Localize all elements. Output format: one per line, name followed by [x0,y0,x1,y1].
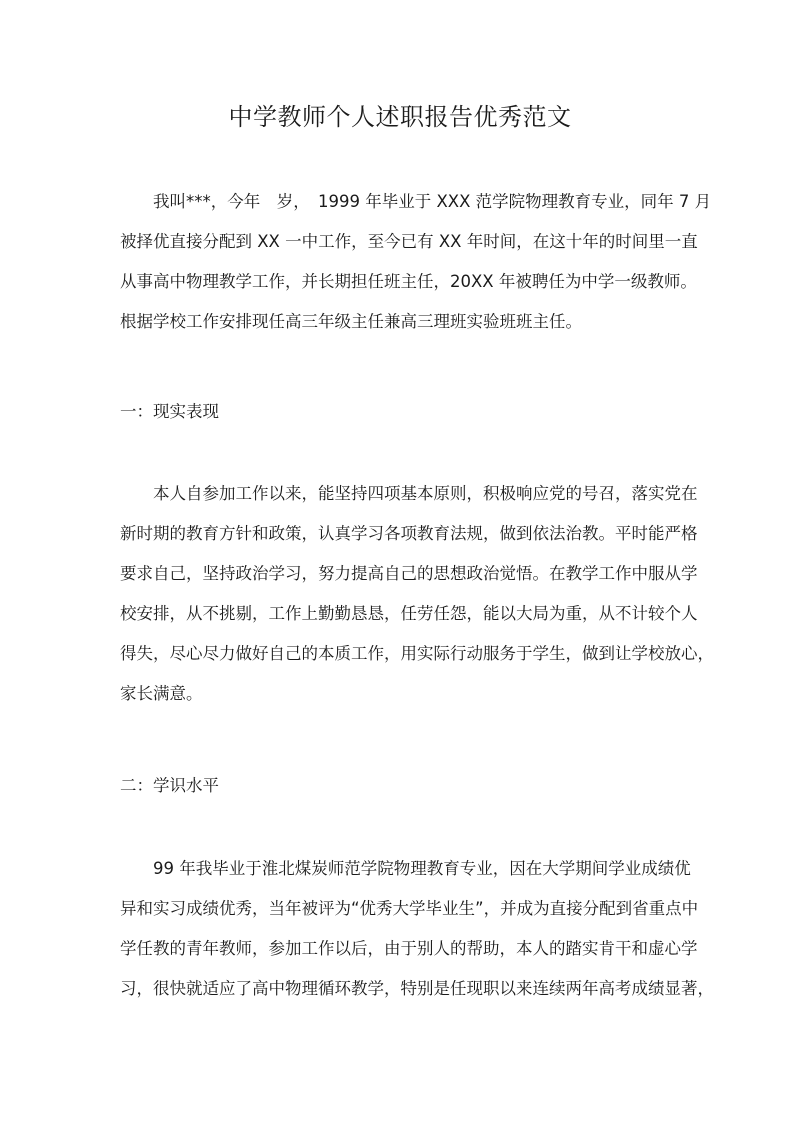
paragraph-line: 我叫***，今年 岁， 1999 年毕业于 XXX 范学院物理教育专业，同年 7 月 [153,192,712,211]
paragraph-line: 从事高中物理教学工作，并长期担任班主任，20XX 年被聘任为中学一级教师。 [120,272,697,291]
paragraph-line: 被择优直接分配到 XX 一中工作，至今已有 XX 年时间，在这十年的时间里一直 [120,232,698,251]
section-heading-2: 二：学识水平 [120,776,219,795]
paragraph-line: 习，很快就适应了高中物理循环教学，特别是任现职以来连续两年高考成绩显著， [120,979,714,998]
paragraph-line: 要求自己，坚持政治学习，努力提高自己的思想政治觉悟。在教学工作中服从学 [120,564,698,583]
section-heading-1: 一：现实表现 [120,402,219,421]
paragraph-line: 异和实习成绩优秀，当年被评为“优秀大学毕业生”，并成为直接分配到省重点中 [120,899,699,918]
paragraph-line: 根据学校工作安排现任高三年级主任兼高三理班实验班班主任。 [120,312,582,331]
paragraph-line: 校安排，从不挑剔，工作上勤勤恳恳，任劳任怨，能以大局为重，从不计较个人 [120,604,698,623]
paragraph-line: 99 年我毕业于淮北煤炭师范学院物理教育专业，因在大学期间学业成绩优 [153,859,691,878]
paragraph-line: 新时期的教育方针和政策，认真学习各项教育法规，做到依法治教。平时能严格 [120,524,698,543]
document-title: 中学教师个人述职报告优秀范文 [228,103,572,131]
paragraph-line: 学任教的青年教师，参加工作以后，由于别人的帮助，本人的踏实肯干和虚心学 [120,939,698,958]
paragraph-line: 本人自参加工作以来，能坚持四项基本原则，积极响应党的号召，落实党在 [153,484,698,503]
intro-paragraph [120,182,712,342]
paragraph-line: 得失，尽心尽力做好自己的本质工作，用实际行动服务于学生，做到让学校放心， [120,644,714,663]
section1-paragraph [120,474,714,714]
section2-paragraph [120,849,714,1009]
paragraph-line: 家长满意。 [120,684,203,703]
